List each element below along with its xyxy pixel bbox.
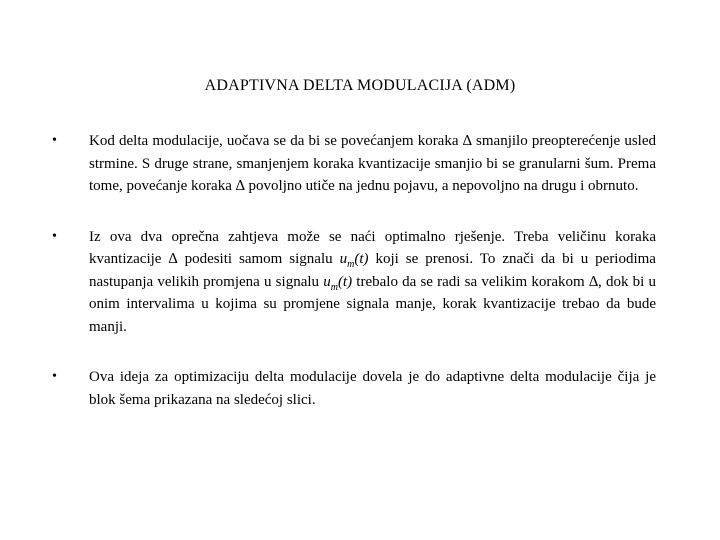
text-segment: koji se prenosi. To znači da bi u periodima nastupanja velikih promjena u signalu xyxy=(89,251,656,290)
bullet-text-3 xyxy=(89,366,656,411)
bullet-symbol: • xyxy=(52,228,57,244)
text-segment: trebalo da se radi sa velikim korakom xyxy=(352,273,589,290)
delta-symbol: ∆ xyxy=(588,273,599,290)
text-segment: Ova ideja za optimizaciju delta modulacije dovela je do adaptivne delta modulacije čija je blok šema prikazana na sledećoj slici. xyxy=(89,369,656,408)
text-segment: , dok bi u onim intervalima u kojima su promjene signala manje, korak kvantizacije trebao da bude manji. xyxy=(89,273,656,335)
signal-symbol: u xyxy=(339,251,348,267)
bullet-list xyxy=(52,130,656,439)
bullet-text-1 xyxy=(89,130,656,198)
text-segment: povoljno utiče na jednu pojavu, a nepovoljno na drugu i obrnuto. xyxy=(244,178,639,194)
bullet-item-3 xyxy=(52,366,656,411)
bullet-item-1 xyxy=(52,130,656,198)
bullet-symbol: • xyxy=(52,133,57,148)
delta-symbol: ∆ xyxy=(235,178,245,194)
delta-symbol: ∆ xyxy=(168,251,178,267)
signal-subscript: m xyxy=(330,281,338,293)
delta-symbol: ∆ xyxy=(462,133,472,149)
signal-argument: (t) xyxy=(337,273,353,290)
signal-symbol: u xyxy=(323,273,331,290)
text-segment: Kod delta modulacije, uočava se da bi se povećanjem koraka xyxy=(89,133,463,149)
bullet-symbol: • xyxy=(52,369,57,384)
signal-argument: (t) xyxy=(354,251,369,267)
text-segment: smanjilo preopterećenje usled strmine. S druge strane, smanjenjem koraka kvantizacije smanjio bi se granularni šum. Prema tome, povećanje koraka xyxy=(89,133,656,194)
bullet-item-2 xyxy=(52,226,656,339)
slide-title: ADAPTIVNA DELTA MODULACIJA (ADM) xyxy=(204,77,516,94)
text-segment: Iz ova dva oprečna zahtjeva može se naći optimalno rješenje. Treba veličinu koraka kvantizacije xyxy=(89,228,656,267)
signal-subscript: m xyxy=(347,259,355,270)
bullet-text-2 xyxy=(89,226,656,339)
text-segment: podesiti samom signalu xyxy=(177,251,340,267)
